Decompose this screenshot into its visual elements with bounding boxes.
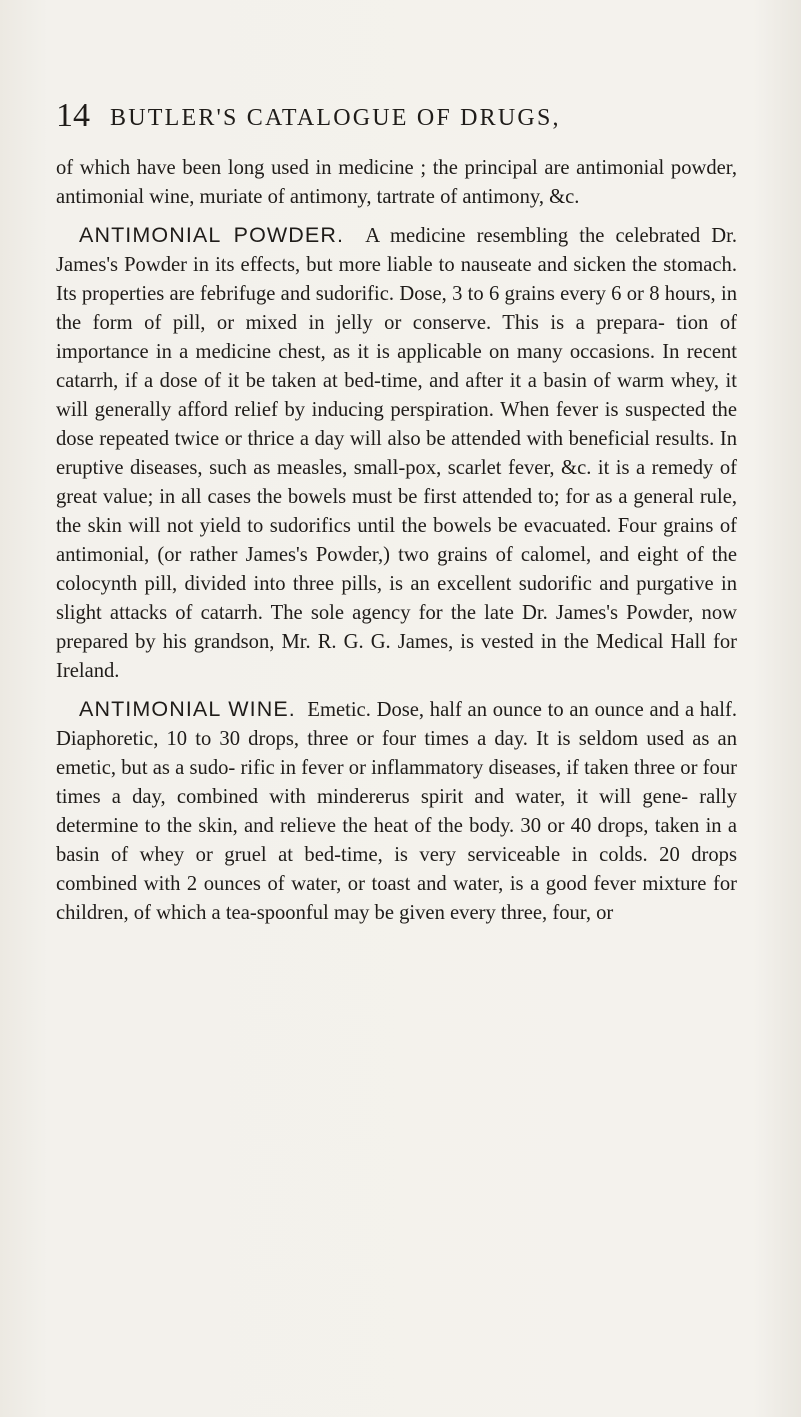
- body-text: [56, 154, 737, 937]
- running-title: BUTLER'S CATALOGUE OF DRUGS,: [110, 105, 561, 131]
- entry-text-antimonial-wine: Emetic. Dose, half an ounce to an ounce and a half. Diaphoretic, 10 to 30 drops, three or four times a day. It is seldom used as an emetic, but as a sudo- rific in fever or inflammatory diseases, if taken three or four times a day, combined with mindererus spirit and water, it will gene- rally determine to the skin, and relieve the heat of the body. 30 or 40 drops, taken in a basin of whey or gruel at bed-time, is very serviceable in colds. 20 drops combined with 2 ounces of water, or toast and water, is a good fever mixture for children, of which a tea-spoonful may be given every three, four, or: [56, 699, 737, 924]
- entry-heading-antimonial-wine: ANTIMONIAL WINE.: [79, 697, 296, 721]
- entry-text-antimonial-powder: A medicine resembling the celebrated Dr. James's Powder in its effects, but more liable to nauseate and sicken the stomach. Its properties are febrifuge and sudorific. Dose, 3 to 6 grains every 6 or 8 hours, in the form of pill, or mixed in jelly or conserve. This is a prepara- tion of importance in a medicine chest, as it is applicable on many occasions. In recent catarrh, if a dose of it be taken at bed-time, and after it a basin of warm whey, it will generally afford relief by inducing perspiration. When fever is suspected the dose repeated twice or thrice a day will also be attended with beneficial results. In eruptive diseases, such as measles, small-pox, scarlet fever, &c. it is a remedy of great value; in all cases the bowels must be first attended to; for as a general rule, the skin will not yield to sudorifics until the bowels be evacuated. Four grains of antimonial, (or rather James's Powder,) two grains of calomel, and eight of the colocynth pill, divided into three pills, is an excellent sudorific and purgative in slight attacks of catarrh. The sole agency for the late Dr. James's Powder, now prepared by his grandson, Mr. R. G. G. James, is vested in the Medical Hall for Ireland.: [56, 225, 737, 682]
- antimonial-wine-entry: [56, 695, 737, 928]
- page-number: 14: [56, 97, 90, 134]
- antimonial-powder-entry: [56, 221, 737, 686]
- running-head: [56, 96, 736, 136]
- entry-heading-antimonial-powder: ANTIMONIAL POWDER.: [79, 223, 345, 247]
- intro-paragraph: of which have been long used in medicine ; the principal are antimonial powder, antimonial wine, muriate of antimony, tartrate of antimony, &c.: [56, 157, 737, 208]
